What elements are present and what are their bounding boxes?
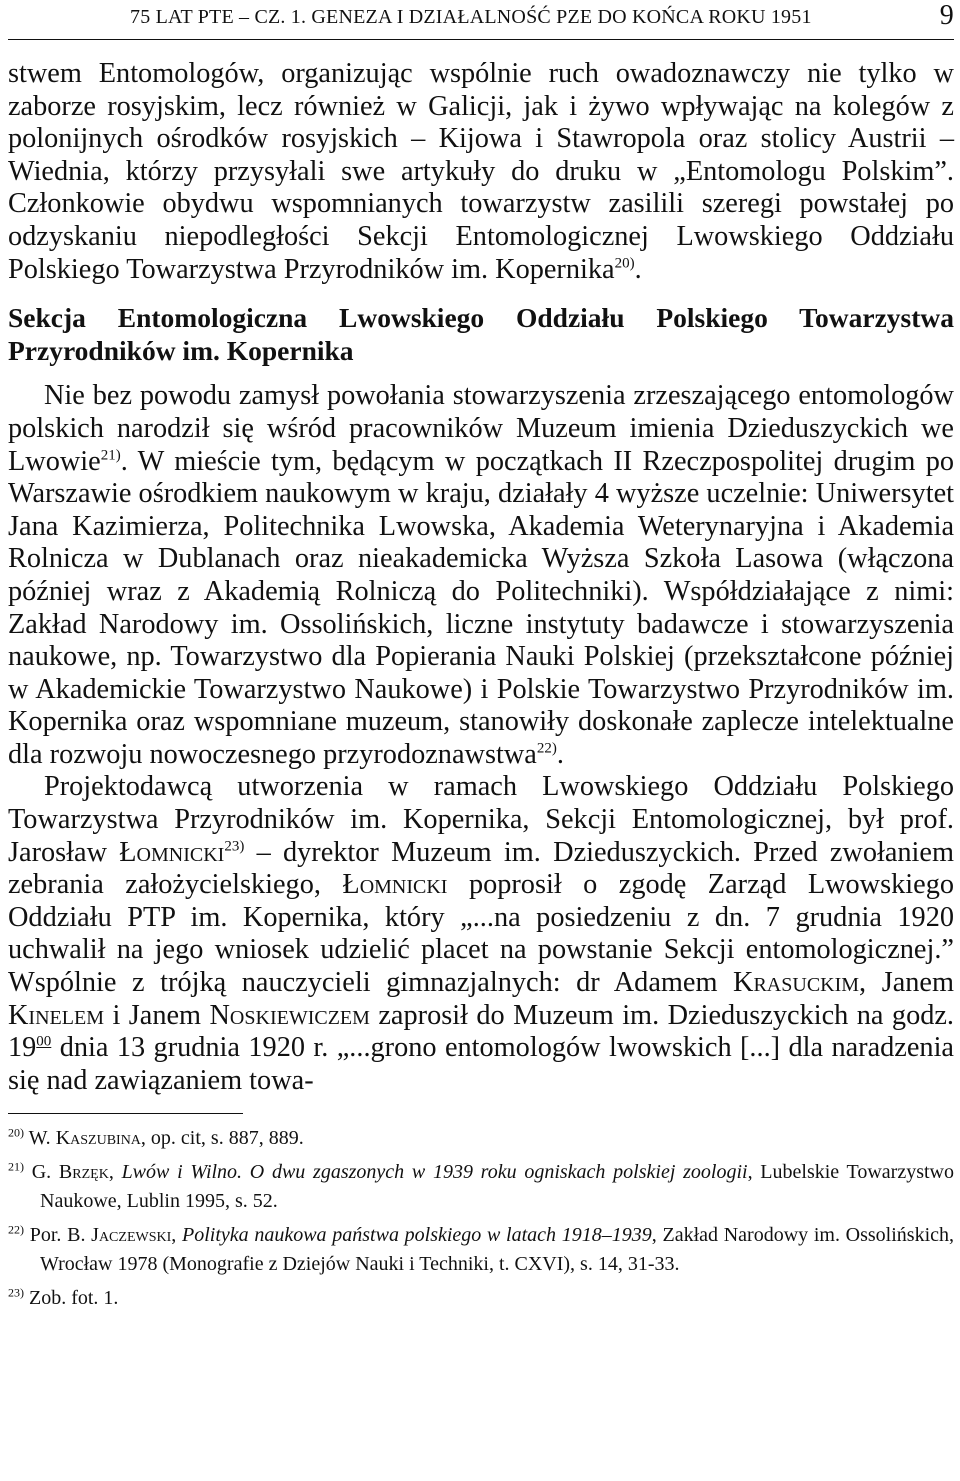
paragraph-3-text-d: , Janem bbox=[859, 967, 954, 999]
paragraph-2-text-b: . W mieście tym, będącym w początkach II Rzeczpospolitej drugim po Warszawie ośrodkiem naukowym w kraju, działały 4 wyższe uczelnie: Uniwersytet Jana Kazimierza, Politechnika Lwowska, Akademia Weterynaryjna i Akademia Rolnicza w Dublanach oraz nieakademicka Wyższa Szkoła Lasowa (włączona później wraz z Akademią Rolniczą do Politechniki). Współdziałające z nimi: Zakład Narodowy im. Ossolińskich, liczne instytuty badawcze i stowarzyszenia naukowe, np. Towarzystwo dla Popierania Nauki Polskiej (przekształcone później w Akademickie Towarzystwo Naukowe) i Polskie Towarzystwo Przyrodników im. Kopernika oraz wspomniane muzeum, stanowiły doskonałe zaplecze intelektualne dla rozwoju nowoczesnego przyrodoznawstwa bbox=[8, 445, 954, 770]
footnote-text: , bbox=[108, 1161, 122, 1184]
paragraph-3-text-b: – dyrektor Muzeum im. Dzieduszyckich. Przed zwołaniem zebrania założycielskiego, bbox=[8, 836, 954, 901]
person-name-noskiewicz: Noskiewiczem bbox=[209, 999, 370, 1031]
paragraph-3-text-a: Projektodawcą utworzenia w ramach Lwowskiego Oddziału Polskiego Towarzystwa Przyrodników im. Kopernika, Sekcji Entomologicznej, był prof. Jarosław bbox=[8, 771, 954, 868]
footnote-marker: 22) bbox=[8, 1222, 24, 1237]
footnote-author: Brzęk bbox=[58, 1161, 109, 1184]
footnote-title: Polityka naukowa państwa polskiego w latach 1918–1939 bbox=[181, 1224, 652, 1247]
paragraph-2 bbox=[8, 380, 954, 771]
footnote-ref-20[interactable]: 20) bbox=[614, 255, 635, 272]
paragraph-3 bbox=[8, 771, 954, 1097]
header-rule bbox=[8, 39, 954, 40]
footnote-marker: 21) bbox=[8, 1159, 24, 1174]
footnote-text: Zob. fot. 1. bbox=[29, 1287, 119, 1310]
footnote-author: Kaszubina bbox=[55, 1127, 141, 1150]
footnote-ref-23[interactable]: 23) bbox=[224, 838, 245, 855]
paragraph-1 bbox=[8, 58, 954, 286]
paragraph-1-end: . bbox=[634, 253, 642, 285]
footnote-text: , op. cit, s. 887, 889. bbox=[140, 1127, 304, 1150]
footnote-title: Lwów i Wilno. O dwu zgaszonych w 1939 roku ogniskach polskiej zoologii bbox=[121, 1161, 748, 1184]
paragraph-2-end: . bbox=[556, 738, 564, 770]
paragraph-1-text: stwem Entomologów, organizując wspólnie ruch owadoznawczy nie tylko w zaborze rosyjskim, lecz również w Galicji, jak i żywo wpływając na kolegów z polonijnych ośrodków rosyjskich – Kijowa i Stawropola oraz stolicy Austrii – Wiednia, którzy przysyłali swe artykuły do druku w „Entomologu Polskim”. Członkowie obydwu wspomnianych towarzystw zasilili szeregi powstałej po odzyskaniu niepodległości Sekcji Entomologicznej Lwowskiego Oddziału Polskiego Towarzystwa Przyrodników im. Kopernika bbox=[8, 58, 954, 285]
footnote-20 bbox=[8, 1124, 954, 1153]
paragraph-3-text-g: dnia 13 grudnia 1920 r. „...grono entomologów lwowskich [...] dla naradzenia się nad zawiązaniem towa- bbox=[8, 1032, 954, 1096]
footnote-text: , Lubelskie Towarzystwo Naukowe, Lublin 1995, s. 52. bbox=[40, 1161, 954, 1213]
footnote-text: W. bbox=[28, 1127, 56, 1150]
footnote-marker: 23) bbox=[8, 1285, 24, 1300]
person-name-lomnicki-2: Łomnicki bbox=[342, 869, 448, 901]
paragraph-3-text-c: poprosił o zgodę Zarząd Lwowskiego Oddziału PTP im. Kopernika, który „...na posiedzeniu z dn. 7 grudnia 1920 uchwalił na jego wniosek udzielić placet na powstanie Sekcji entomologicznej.” Wspólnie z trójką nauczycieli gimnazjalnych: dr Adamem bbox=[8, 869, 954, 999]
time-superscript: 00 bbox=[36, 1033, 52, 1050]
person-name-lomnicki: Łomnicki bbox=[119, 836, 225, 868]
footnote-text: Por. B. bbox=[29, 1224, 92, 1247]
footnote-21 bbox=[8, 1158, 954, 1216]
footnote-rule bbox=[8, 1113, 243, 1114]
footnote-text: , Zakład Narodowy im. Ossolińskich, Wrocław 1978 (Monografie z Dziejów Nauki i Techniki, t. CXVI), s. 14, 31-33. bbox=[40, 1224, 955, 1276]
paragraph-3-text-e: i Janem bbox=[103, 999, 210, 1031]
page-number: 9 bbox=[939, 0, 954, 31]
footnote-text: , bbox=[171, 1224, 182, 1247]
running-header bbox=[8, 0, 954, 44]
person-name-krasucki: Krasuckim bbox=[733, 967, 860, 999]
footnote-text: G. bbox=[31, 1161, 59, 1184]
running-header-title: 75 LAT PTE – CZ. 1. GENEZA I DZIAŁALNOŚĆ PZE DO KOŃCA ROKU 1951 bbox=[130, 6, 812, 28]
footnote-23 bbox=[8, 1284, 954, 1313]
paragraph-3-text-f: zaprosił do Muzeum im. Dzieduszyckich na godz. 19 bbox=[8, 999, 955, 1064]
footnote-author: Jaczewski bbox=[91, 1224, 172, 1247]
footnote-ref-21[interactable]: 21) bbox=[100, 447, 121, 464]
person-name-kinel: Kinelem bbox=[8, 999, 104, 1031]
footnote-ref-22[interactable]: 22) bbox=[536, 740, 557, 757]
footnote-marker: 20) bbox=[8, 1125, 24, 1140]
footnote-22 bbox=[8, 1221, 954, 1279]
page bbox=[8, 0, 954, 1318]
paragraph-2-text-a: Nie bez powodu zamysł powołania stowarzyszenia zrzeszającego entomologów polskich narodził się wśród pracowników Muzeum imienia Dzieduszyckich we Lwowie bbox=[8, 380, 954, 477]
footnotes bbox=[8, 1124, 954, 1313]
section-heading: Sekcja Entomologiczna Lwowskiego Oddziału Polskiego Towarzystwa Przyrodników im. Kopernika bbox=[8, 302, 954, 366]
